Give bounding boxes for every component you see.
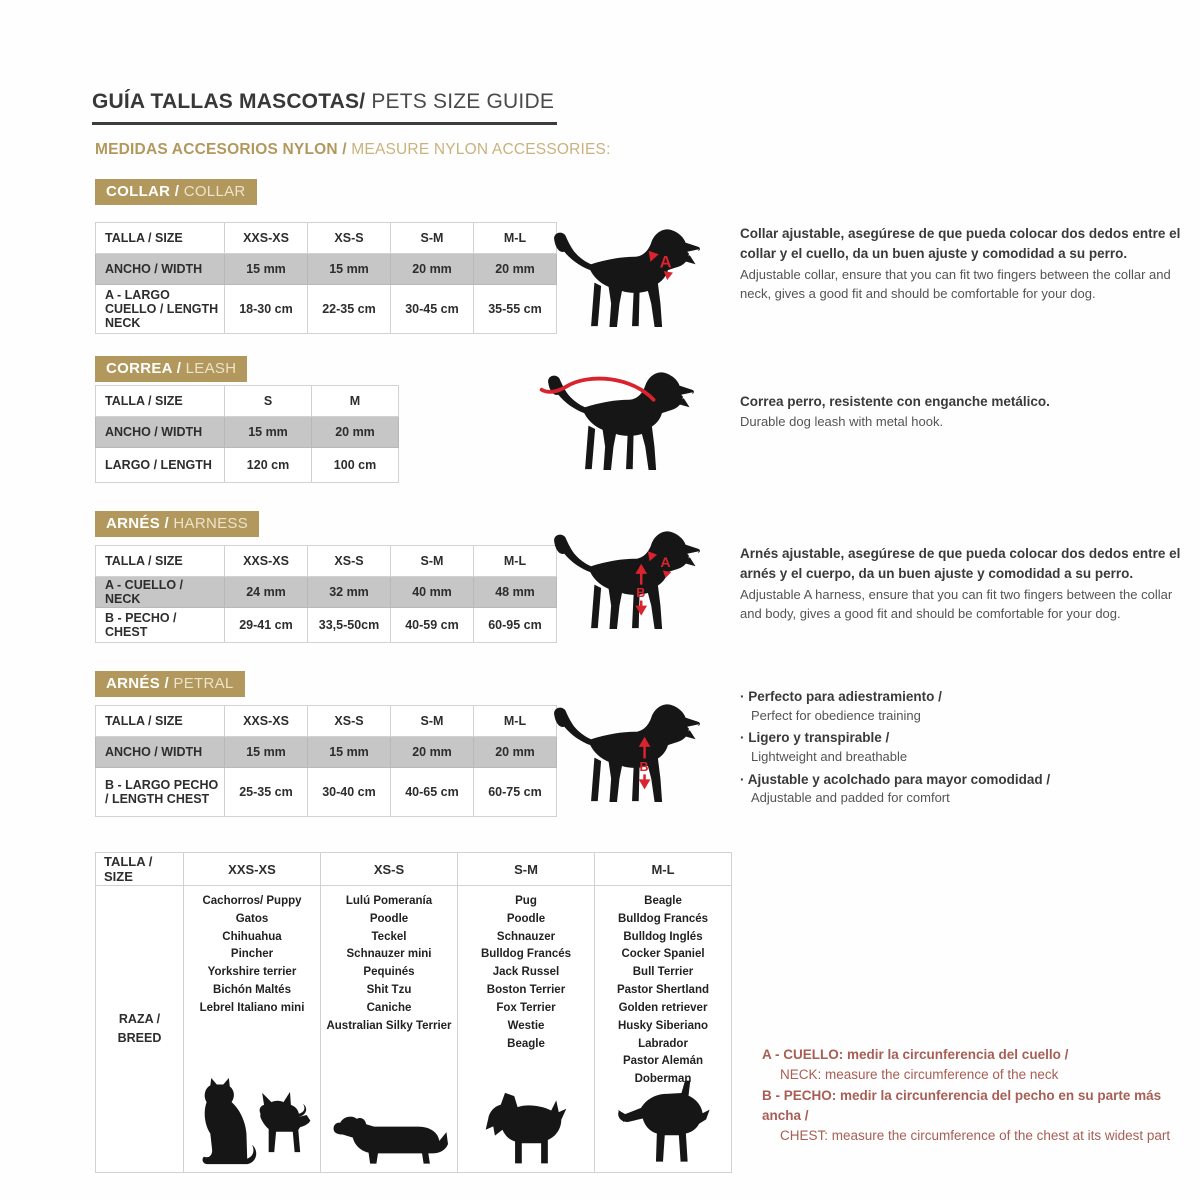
header-cell: XXS-XS [225, 223, 308, 254]
breed-name: Beagle [507, 1037, 545, 1050]
value-cell: 40-59 cm [391, 608, 474, 643]
value-cell: 25-35 cm [225, 768, 308, 817]
header-cell: XS-S [321, 853, 458, 886]
breed-name: Shit Tzu [366, 984, 412, 997]
breed-list [596, 893, 730, 1089]
feature-en: Lightweight and breathable [751, 748, 908, 764]
table-row [96, 608, 557, 643]
header-cell: S-M [391, 546, 474, 577]
feature-es: · Ajustable y acolchado para mayor comodidad / [740, 770, 1192, 790]
petral-size-table [95, 705, 557, 817]
collar-description [740, 224, 1192, 304]
badge-label-en: HARNESS [168, 515, 249, 532]
value-cell: 40 mm [391, 577, 474, 608]
header-cell: XS-S [308, 546, 391, 577]
breed-name: Beagle [644, 895, 682, 907]
value-cell: 15 mm [308, 254, 391, 285]
value-cell: 24 mm [225, 577, 308, 608]
breed-list [185, 893, 319, 1018]
header-cell: S-M [391, 223, 474, 254]
collar-dog-icon [537, 220, 712, 337]
table-row [96, 417, 399, 448]
note-en: NECK: measure the circumference of the neck [780, 1067, 1059, 1083]
value-cell: 120 cm [225, 448, 312, 483]
breed-name: Yorkshire terrier [207, 966, 297, 979]
badge-label-es: COLLAR / [106, 183, 180, 200]
table-row [96, 448, 399, 483]
value-cell: 60-75 cm [474, 768, 557, 817]
feature-en: Perfect for obedience training [751, 707, 921, 723]
value-cell: 15 mm [225, 737, 308, 768]
breed-column-s-m [458, 886, 595, 1173]
table-row [96, 254, 557, 285]
breed-size-table [95, 852, 732, 1173]
table-row [96, 706, 557, 737]
page-subtitle-en: MEASURE NYLON ACCESSORIES: [346, 141, 611, 158]
collar-size-table [95, 222, 557, 334]
row-label-cell: ANCHO / WIDTH [96, 737, 225, 768]
row-label-cell: ANCHO / WIDTH [96, 254, 225, 285]
breed-name: Bulldog Francés [480, 948, 572, 961]
badge-label-en: COLLAR [179, 183, 246, 200]
value-cell: 60-95 cm [474, 608, 557, 643]
page-title-es: GUÍA TALLAS MASCOTAS/ [92, 90, 366, 114]
breed-name: Labrador [638, 1037, 688, 1050]
measure-label-a: A [659, 252, 672, 272]
harness-dog-icon [537, 522, 712, 639]
row-label-cell: A - CUELLO / NECK [96, 577, 225, 608]
value-cell: 100 cm [312, 448, 399, 483]
badge-label-es: ARNÉS / [106, 675, 169, 692]
breed-name: Bulldog Inglés [623, 930, 703, 943]
cat-and-chihuahua-icon [191, 1078, 313, 1166]
header-cell: TALLA / SIZE [96, 223, 225, 254]
measuring-notes [762, 1045, 1200, 1146]
badge-label-en: LEASH [181, 360, 237, 377]
breed-list [459, 893, 593, 1053]
header-cell: XXS-XS [225, 706, 308, 737]
row-label-cell: A - LARGO CUELLO / LENGTH NECK [96, 285, 225, 334]
breed-name: Westie [507, 1019, 545, 1032]
value-cell: 22-35 cm [308, 285, 391, 334]
value-cell: 33,5-50cm [308, 608, 391, 643]
description-es: Correa perro, resistente con enganche metálico. [740, 394, 1050, 409]
header-cell: XXS-XS [184, 853, 321, 886]
header-cell: XXS-XS [225, 546, 308, 577]
table-row [96, 737, 557, 768]
value-cell: 20 mm [474, 254, 557, 285]
breed-name: Australian Silky Terrier [326, 1019, 452, 1032]
breed-name: Jack Russel [492, 966, 560, 979]
section-badge-collar [95, 179, 257, 205]
measure-label-b: B [639, 760, 649, 775]
note-es: B - PECHO: medir la circunferencia del pecho en su parte más ancha / [762, 1087, 1162, 1123]
header-cell: M [312, 386, 399, 417]
value-cell: 30-40 cm [308, 768, 391, 817]
leash-dog-icon [531, 363, 706, 480]
leash-size-table [95, 385, 399, 483]
breed-name: Caniche [366, 1001, 412, 1014]
breed-list [322, 893, 456, 1036]
note-en: CHEST: measure the circumference of the chest at its widest part [780, 1128, 1171, 1143]
breed-name: Golden retriever [618, 1001, 708, 1014]
header-cell: S [225, 386, 312, 417]
table-row [96, 546, 557, 577]
value-cell: 18-30 cm [225, 285, 308, 334]
table-row [96, 768, 557, 817]
dachshund-icon [330, 1107, 448, 1166]
header-cell: TALLA / SIZE [96, 706, 225, 737]
header-cell: XS-S [308, 223, 391, 254]
doberman-icon [615, 1078, 712, 1166]
breed-name: Lulú Pomeranía [345, 895, 433, 907]
badge-label-en: PETRAL [168, 675, 234, 692]
table-row [96, 285, 557, 334]
table-row [96, 223, 557, 254]
breed-name: Schnauzer mini [346, 948, 432, 961]
value-cell: 29-41 cm [225, 608, 308, 643]
value-cell: 15 mm [225, 417, 312, 448]
feature-en: Adjustable and padded for comfort [751, 790, 950, 806]
row-label-cell: B - LARGO PECHO / LENGTH CHEST [96, 768, 225, 817]
table-row [96, 386, 399, 417]
value-cell: 40-65 cm [391, 768, 474, 817]
header-cell: TALLA / SIZE [96, 853, 184, 886]
page-title-en: PETS SIZE GUIDE [365, 90, 555, 114]
row-label-cell: LARGO / LENGTH [96, 448, 225, 483]
note-es: A - CUELLO: medir la circunferencia del cuello / [762, 1047, 1069, 1062]
badge-label-es: ARNÉS / [106, 515, 169, 532]
breed-name: Pequinés [363, 966, 415, 979]
breed-name: Bulldog Francés [617, 912, 709, 925]
header-cell: TALLA / SIZE [96, 386, 225, 417]
table-row [96, 886, 732, 1173]
value-cell: 20 mm [474, 737, 557, 768]
breed-column-xs-s [321, 886, 458, 1173]
header-cell: M-L [595, 853, 732, 886]
value-cell: 20 mm [391, 737, 474, 768]
breed-name: Teckel [371, 930, 407, 943]
breed-name: Fox Terrier [496, 1001, 556, 1014]
value-cell: 30-45 cm [391, 285, 474, 334]
row-label-cell: RAZA / BREED [96, 886, 184, 1173]
leash-description [740, 392, 1192, 432]
breed-name: Bichón Maltés [213, 984, 291, 997]
breed-name: Poodle [506, 912, 546, 925]
breed-name: Pastor Shertland [616, 984, 710, 997]
breed-name: Cachorros/ Puppy [202, 895, 302, 907]
page-subtitle [95, 141, 611, 159]
row-label-cell: B - PECHO / CHEST [96, 608, 225, 643]
measure-label-b: B [636, 586, 646, 601]
petral-dog-icon [537, 695, 712, 812]
description-en: Adjustable A harness, ensure that you can fit two fingers between the collar and body, gives a good fit and should be comfortable for your dog. [740, 586, 1173, 621]
section-badge-leash [95, 356, 247, 382]
value-cell: 20 mm [391, 254, 474, 285]
breed-name: Bull Terrier [632, 966, 694, 979]
value-cell: 15 mm [225, 254, 308, 285]
value-cell: 15 mm [308, 737, 391, 768]
feature-es: · Ligero y transpirable / [740, 728, 1192, 748]
description-en: Adjustable collar, ensure that you can fit two fingers between the collar and neck, gives a good fit and should be comfortable for your dog. [740, 266, 1171, 301]
breed-name: Husky Siberiano [617, 1019, 709, 1032]
value-cell: 35-55 cm [474, 285, 557, 334]
section-badge-petral [95, 671, 245, 697]
section-badge-harness [95, 511, 259, 537]
header-cell: M-L [474, 546, 557, 577]
header-cell: TALLA / SIZE [96, 546, 225, 577]
feature-es: · Perfecto para adiestramiento / [740, 687, 1192, 707]
table-row [96, 853, 732, 886]
table-row [96, 577, 557, 608]
breed-name: Pincher [230, 948, 274, 961]
row-label-cell: ANCHO / WIDTH [96, 417, 225, 448]
schnauzer-icon [484, 1086, 568, 1166]
breed-name: Boston Terrier [486, 984, 566, 997]
page-subtitle-es: MEDIDAS ACCESORIOS NYLON / [95, 141, 347, 158]
measure-label-a: A [660, 555, 671, 572]
header-cell: M-L [474, 223, 557, 254]
harness-description [740, 544, 1192, 624]
petral-feature-list [740, 687, 1192, 811]
breed-name: Poodle [369, 912, 409, 925]
description-es: Collar ajustable, asegúrese de que pueda colocar dos dedos entre el collar y el cuello, da un buen ajuste y comodidad a su perro. [740, 226, 1181, 262]
value-cell: 20 mm [312, 417, 399, 448]
value-cell: 32 mm [308, 577, 391, 608]
badge-label-es: CORREA / [106, 360, 182, 377]
harness-size-table [95, 545, 557, 643]
description-es: Arnés ajustable, asegúrese de que pueda colocar dos dedos entre el arnés y el cuerpo, da un buen ajuste y comodidad a su perro. [740, 546, 1181, 582]
breed-name: Pug [515, 895, 537, 907]
breed-name: Pastor Alemán [622, 1055, 704, 1068]
breed-name: Lebrel Italiano mini [199, 1001, 305, 1014]
description-en: Durable dog leash with metal hook. [740, 414, 944, 430]
breed-column-m-l [595, 886, 732, 1173]
header-cell: XS-S [308, 706, 391, 737]
header-cell: S-M [391, 706, 474, 737]
header-cell: M-L [474, 706, 557, 737]
breed-column-xxs-xs [184, 886, 321, 1173]
page-title [92, 90, 557, 125]
breed-name: Schnauzer [496, 930, 556, 943]
breed-name: Cocker Spaniel [621, 948, 705, 961]
breed-name: Gatos [235, 912, 269, 925]
header-cell: S-M [458, 853, 595, 886]
breed-name: Doberman [634, 1073, 692, 1086]
breed-name: Chihuahua [222, 930, 282, 943]
value-cell: 48 mm [474, 577, 557, 608]
